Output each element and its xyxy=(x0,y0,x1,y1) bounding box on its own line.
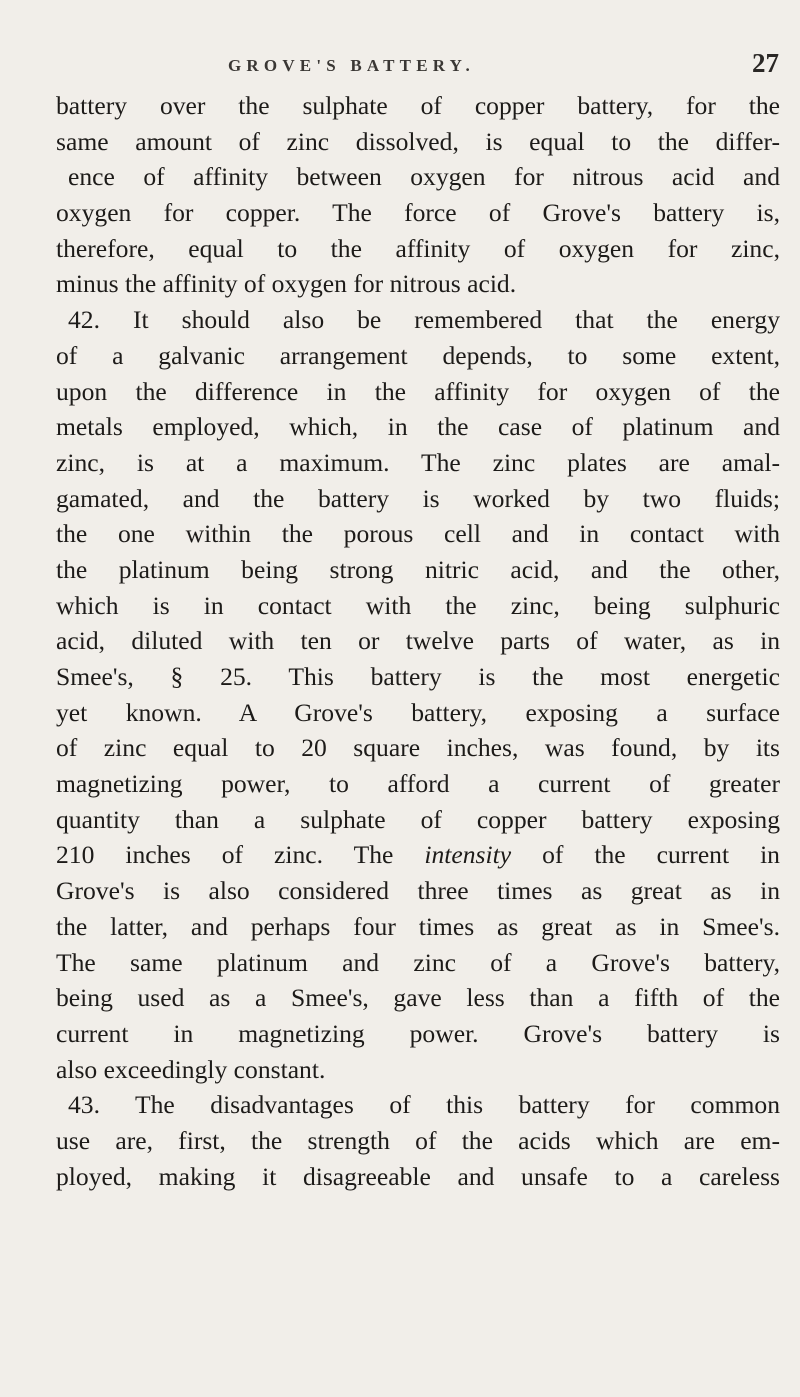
text-line-with-italic xyxy=(56,837,780,873)
paragraph-42-start: 42. It should also be remembered that the energy xyxy=(68,305,780,335)
paragraph-43-start: 43. The disadvantages of this battery for common xyxy=(68,1090,780,1120)
text-line: upon the difference in the affinity for oxygen of the xyxy=(56,376,780,406)
text-line: of a galvanic arrangement depends, to some extent, xyxy=(56,340,780,370)
text-line: which is in contact with the zinc, being sulphuric xyxy=(56,590,780,620)
text-line: battery over the sulphate of copper battery, for the xyxy=(56,91,780,120)
running-title: GROVE'S BATTERY. xyxy=(228,56,475,75)
text-line: the one within the porous cell and in contact with xyxy=(56,519,780,549)
text-line: minus the affinity of oxygen for nitrous acid. xyxy=(56,269,517,299)
text-line: metals employed, which, in the case of platinum and xyxy=(56,412,780,442)
text-line: yet known. A Grove's battery, exposing a surface xyxy=(56,697,780,727)
text-line: being used as a Smee's, gave less than a fifth of the xyxy=(56,983,780,1013)
text-line: same amount of zinc dissolved, is equal to the differ- xyxy=(56,126,780,156)
text-line: zinc, is at a maximum. The zinc plates are amal- xyxy=(56,447,780,477)
body-text xyxy=(56,88,780,1194)
text-line: the platinum being strong nitric acid, and the other, xyxy=(56,554,780,584)
italic-term: intensity xyxy=(424,840,512,870)
text-line: use are, first, the strength of the acids which are em- xyxy=(56,1125,780,1155)
running-head xyxy=(0,48,800,88)
text-line: also exceedingly constant. xyxy=(56,1054,326,1084)
text-line: of zinc equal to 20 square inches, was found, by its xyxy=(56,733,780,763)
text-line: magnetizing power, to afford a current of greater xyxy=(56,769,780,799)
text-line: therefore, equal to the affinity of oxygen for zinc, xyxy=(56,233,780,263)
text-line: ployed, making it disagreeable and unsafe to a careless xyxy=(56,1161,780,1191)
text-line: gamated, and the battery is worked by two fluids; xyxy=(56,483,780,513)
text-line: The same platinum and zinc of a Grove's battery, xyxy=(56,947,780,977)
text-line: oxygen for copper. The force of Grove's battery is, xyxy=(56,198,780,228)
page-number: 27 xyxy=(752,48,779,78)
text-line: acid, diluted with ten or twelve parts of water, as in xyxy=(56,626,780,656)
text-fragment: 210 inches of zinc. The xyxy=(56,840,394,870)
text-fragment: of the current in xyxy=(542,840,780,870)
text-line: Grove's is also considered three times as great as in xyxy=(56,876,780,906)
text-line: ence of affinity between oxygen for nitrous acid and xyxy=(68,162,780,192)
text-line: the latter, and perhaps four times as great as in Smee's. xyxy=(56,911,780,941)
text-line: Smee's, § 25. This battery is the most energetic xyxy=(56,662,780,691)
text-line: quantity than a sulphate of copper battery exposing xyxy=(56,804,780,834)
text-line: current in magnetizing power. Grove's battery is xyxy=(56,1018,780,1048)
